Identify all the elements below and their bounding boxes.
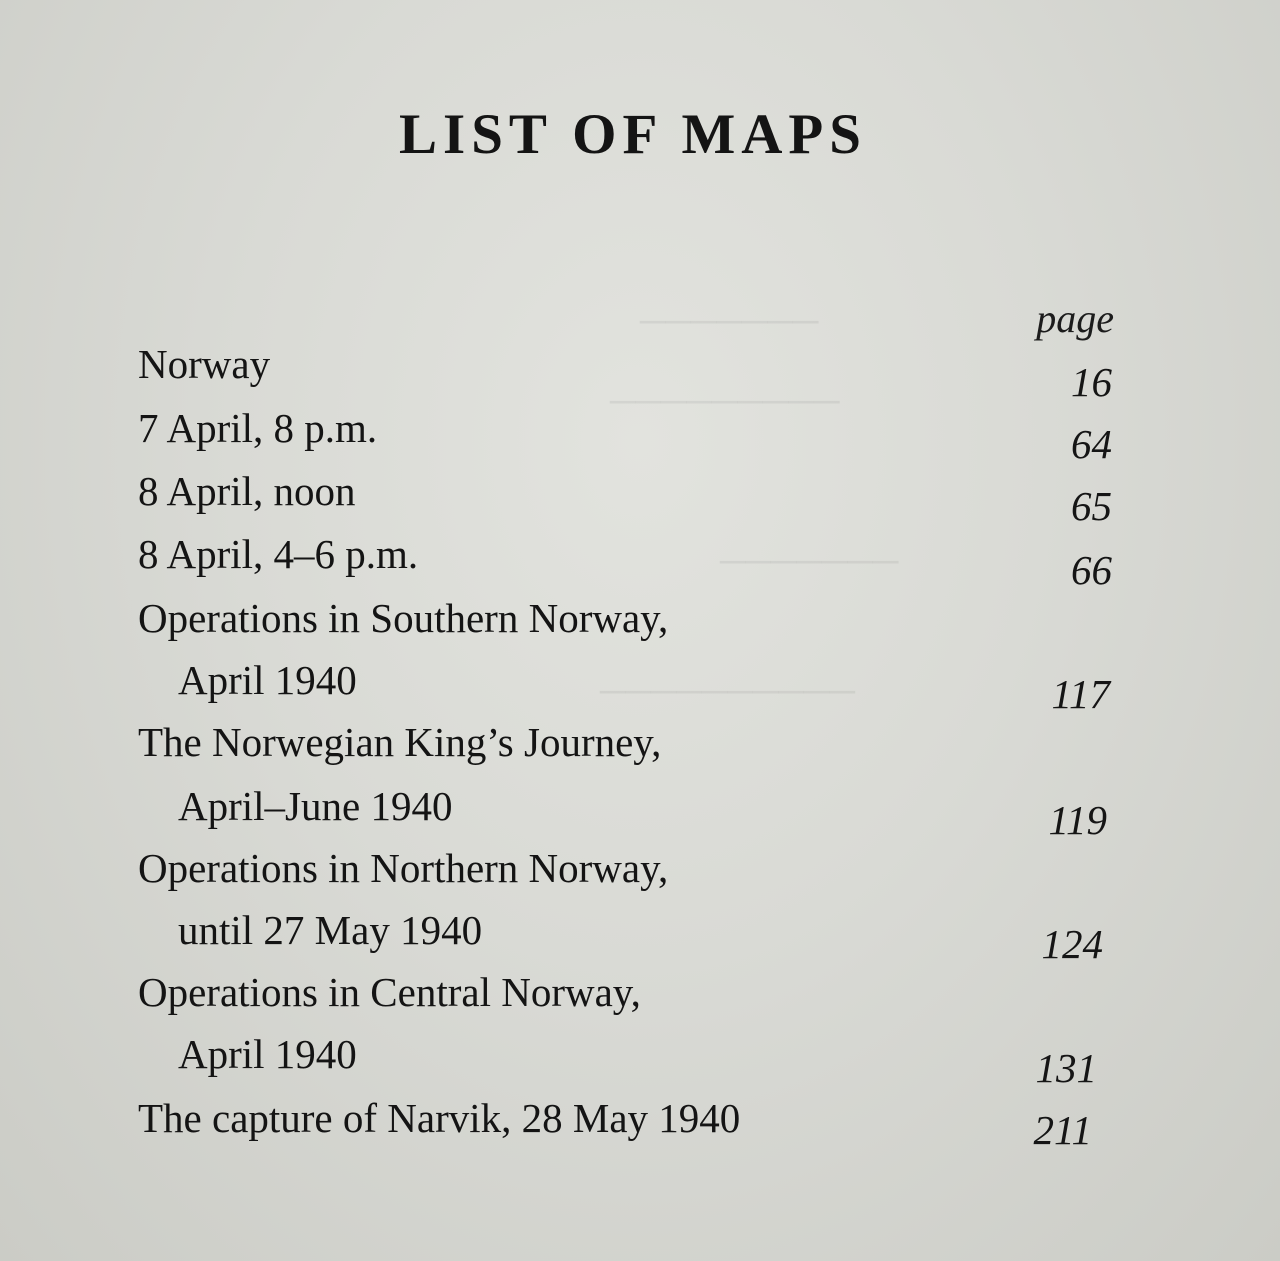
toc-entry-page: 16	[1071, 359, 1112, 405]
page-title: LIST OF MAPS	[399, 103, 867, 166]
toc-entry-title: 8 April, noon	[138, 468, 356, 514]
toc-entry-title-continuation: April 1940	[178, 657, 357, 703]
toc-entry-title: Operations in Southern Norway,	[138, 595, 669, 641]
toc-entry-title: 8 April, 4–6 p.m.	[138, 531, 419, 577]
toc-entry-page: 211	[1033, 1107, 1092, 1153]
toc-entry-title: Operations in Central Norway,	[138, 969, 641, 1015]
toc-entry-page: 131	[1035, 1045, 1097, 1091]
show-through-texture: ─────────	[610, 381, 840, 421]
toc-entry-page: 119	[1048, 797, 1107, 843]
toc-entry-page: 117	[1051, 671, 1110, 717]
show-through-texture: ───────	[640, 301, 819, 341]
toc-entry-title: 7 April, 8 p.m.	[138, 405, 378, 451]
toc-entry-title-continuation: April 1940	[178, 1031, 357, 1077]
toc-entry-title: Norway	[138, 341, 271, 387]
toc-entry-title-continuation: until 27 May 1940	[178, 907, 483, 953]
show-through-texture: ──────────	[600, 671, 856, 711]
toc-entry-page: 124	[1041, 921, 1103, 967]
toc-entry-page: 66	[1071, 547, 1112, 593]
show-through-texture: ───────	[720, 541, 899, 581]
toc-entry-title: Operations in Northern Norway,	[138, 845, 669, 891]
page-column-label: page	[1036, 296, 1114, 341]
toc-entry-title-continuation: April–June 1940	[178, 783, 453, 829]
toc-entry-title: The capture of Narvik, 28 May 1940	[138, 1095, 741, 1141]
toc-entry-title: The Norwegian King’s Journey,	[138, 719, 662, 765]
toc-entry-page: 65	[1071, 483, 1112, 529]
toc-entry-page: 64	[1071, 421, 1112, 467]
